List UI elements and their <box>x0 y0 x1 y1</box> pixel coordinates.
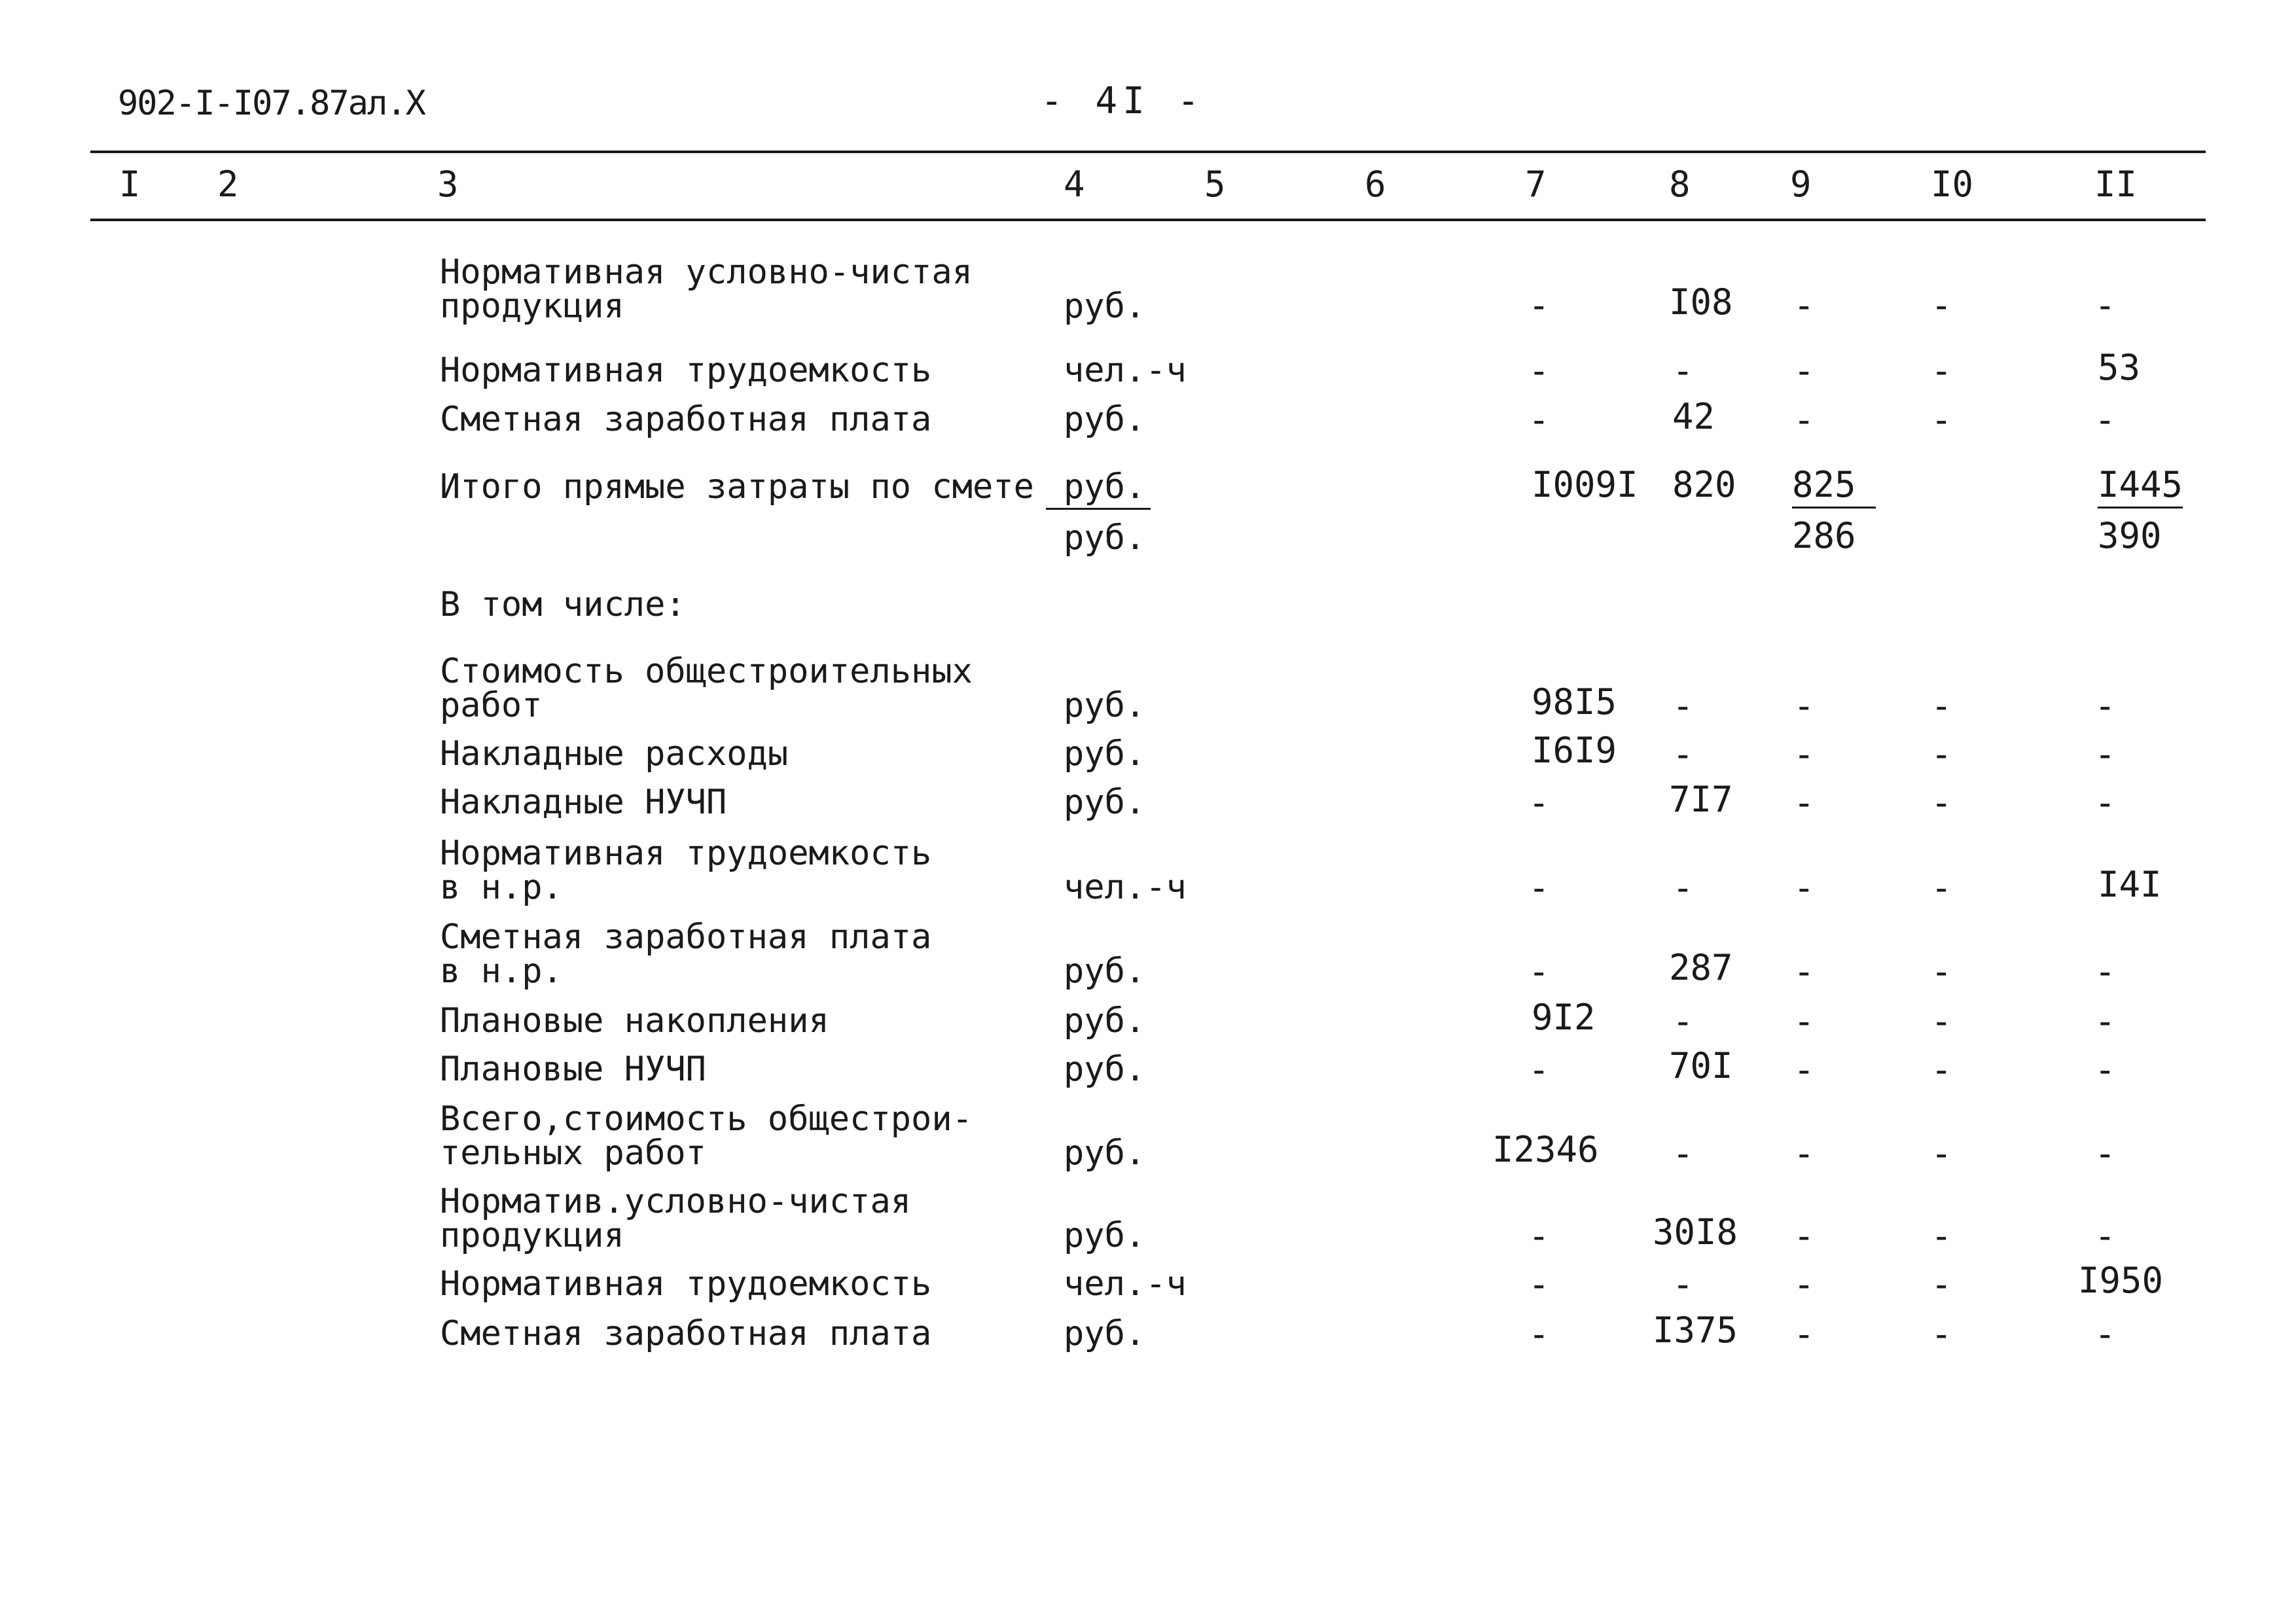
col8-cell: - <box>1672 1264 1694 1305</box>
col11-cell: - <box>2094 1133 2116 1174</box>
col11-cell: - <box>2094 1049 2116 1090</box>
col8-cell: I08 <box>1669 281 1733 323</box>
col11-cell: - <box>2094 782 2116 823</box>
col10-cell: - <box>1931 951 1952 992</box>
col11-cell: - <box>2094 734 2116 775</box>
col11-cell: - <box>2094 285 2116 326</box>
col7-cell: - <box>1528 782 1550 823</box>
col8-cell: 42 <box>1672 396 1715 437</box>
row-label: тельных работ <box>440 1133 706 1173</box>
col7-cell: I2346 <box>1492 1129 1599 1170</box>
col8-cell: - <box>1672 867 1694 908</box>
row-label: Стоимость общестроительных <box>440 652 973 691</box>
unit-cell: руб. <box>1064 952 1146 991</box>
col8-cell: - <box>1672 734 1694 775</box>
col8-cell: 287 <box>1669 947 1733 988</box>
col7-cell: - <box>1528 285 1550 326</box>
col9-cell: - <box>1793 867 1815 908</box>
col11-cell: - <box>2094 1313 2116 1355</box>
row-label: работ <box>440 686 543 725</box>
col8-cell: - <box>1672 685 1694 726</box>
col8-cell: 820 <box>1672 464 1736 505</box>
unit-cell: руб. <box>1046 470 1151 510</box>
col7-cell: 9I2 <box>1532 997 1596 1038</box>
row-label: В том числе: <box>440 585 686 624</box>
column-number: 7 <box>1525 164 1547 205</box>
col10-cell: - <box>1931 1133 1952 1174</box>
row-label: в н.р. <box>440 952 563 991</box>
col7-cell: - <box>1528 1313 1550 1355</box>
col8-cell: 30I8 <box>1653 1211 1738 1253</box>
row-label: Плановые НУЧП <box>440 1050 706 1089</box>
row-label: Сметная заработная плата <box>440 1314 932 1353</box>
col9-cell: - <box>1793 734 1815 775</box>
col10-cell: - <box>1931 1264 1952 1305</box>
page-number: - 4I - <box>1041 80 1205 122</box>
col8-cell: - <box>1672 1001 1694 1042</box>
col7-cell: - <box>1528 399 1550 440</box>
column-number: 4 <box>1064 164 1085 205</box>
row-label: Нормативная трудоемкость <box>440 834 932 873</box>
column-number: I0 <box>1931 164 1974 205</box>
col10-cell: - <box>1931 1215 1952 1257</box>
col7-cell: - <box>1528 951 1550 992</box>
col9-cell: - <box>1793 1001 1815 1042</box>
col10-cell: - <box>1931 399 1952 440</box>
col9-cell: - <box>1793 399 1815 440</box>
row-label: Накладные НУЧП <box>440 783 727 822</box>
col11-cell: I950 <box>2078 1260 2164 1301</box>
unit-cell: руб. <box>1064 1050 1146 1089</box>
col9-cell: - <box>1793 350 1815 391</box>
unit-cell: руб. <box>1064 1001 1146 1041</box>
col9-cell: 825 <box>1792 467 1876 508</box>
col9-cell: - <box>1793 285 1815 326</box>
col9-cell: - <box>1793 685 1815 726</box>
col7-cell: - <box>1528 1049 1550 1090</box>
col7-cell: - <box>1528 1215 1550 1257</box>
col11-cell: - <box>2094 685 2116 726</box>
unit-cell: чел.-ч <box>1064 351 1187 390</box>
col11-cell: - <box>2094 951 2116 992</box>
unit-cell: руб. <box>1064 1216 1146 1255</box>
row-label: продукция <box>440 1216 624 1255</box>
col11-cell: 53 <box>2098 347 2141 388</box>
table-header-rule <box>90 219 2206 221</box>
row-label: Накладные расходы <box>440 734 789 774</box>
row-label: Сметная заработная плата <box>440 400 932 439</box>
col11-cell: I445 <box>2098 467 2183 508</box>
col10-cell: - <box>1931 350 1952 391</box>
document-code: 902-I-I07.87ал.X <box>118 84 425 123</box>
col7-cell: - <box>1528 1264 1550 1305</box>
col7-cell: - <box>1528 350 1550 391</box>
row-label: Сметная заработная плата <box>440 918 932 957</box>
row-label: Нормативная трудоемкость <box>440 351 932 390</box>
column-number: 3 <box>437 164 459 205</box>
column-number: 2 <box>217 164 239 205</box>
col9-cell: - <box>1793 951 1815 992</box>
row-label: в н.р. <box>440 868 563 907</box>
column-number: II <box>2094 164 2138 205</box>
col9-cell: - <box>1793 782 1815 823</box>
col7-cell: I009I <box>1532 464 1638 505</box>
col10-cell: - <box>1931 1313 1952 1355</box>
col8-cell: 7I7 <box>1669 779 1733 820</box>
col10-cell: - <box>1931 1049 1952 1090</box>
col7-cell: - <box>1528 867 1550 908</box>
col7-cell: 98I5 <box>1532 681 1617 722</box>
unit-cell: чел.-ч <box>1064 1264 1187 1304</box>
unit-cell: руб. <box>1064 1314 1146 1353</box>
col7-cell: I6I9 <box>1532 730 1617 771</box>
col8-cell: 70I <box>1669 1045 1733 1086</box>
row-label: Всего,стоимость общестрои- <box>440 1099 973 1139</box>
row-label: продукция <box>440 287 624 326</box>
col10-cell: - <box>1931 734 1952 775</box>
col10-cell: - <box>1931 685 1952 726</box>
row-label: Нормативная условно-чистая <box>440 253 973 292</box>
column-number: I <box>119 164 141 205</box>
col11-cell: - <box>2094 1001 2116 1042</box>
unit-cell: руб. <box>1064 783 1146 822</box>
row-label: Плановые накопления <box>440 1001 829 1041</box>
col10-cell: - <box>1931 1001 1952 1042</box>
col11-cell: - <box>2094 1215 2116 1257</box>
unit-cell: руб. <box>1064 686 1146 725</box>
column-number: 8 <box>1669 164 1691 205</box>
unit-cell: руб. <box>1064 287 1146 326</box>
col8-cell: - <box>1672 1133 1694 1174</box>
col8-cell: - <box>1672 350 1694 391</box>
col9-cell: - <box>1793 1049 1815 1090</box>
row-label: Норматив.условно-чистая <box>440 1182 912 1221</box>
col11-cell: - <box>2094 399 2116 440</box>
col9-cell-denominator: 286 <box>1792 515 1856 556</box>
col10-cell: - <box>1931 782 1952 823</box>
table-top-rule <box>90 151 2206 153</box>
unit-cell: чел.-ч <box>1064 868 1187 907</box>
col10-cell: - <box>1931 867 1952 908</box>
unit-cell: руб. <box>1064 1133 1146 1173</box>
col9-cell: - <box>1793 1264 1815 1305</box>
col9-cell: - <box>1793 1313 1815 1355</box>
unit-cell-denominator: руб. <box>1064 518 1146 558</box>
col9-cell: - <box>1793 1133 1815 1174</box>
col11-cell-denominator: 390 <box>2098 515 2162 556</box>
unit-cell: руб. <box>1064 400 1146 439</box>
column-number: 9 <box>1790 164 1812 205</box>
column-number: 5 <box>1204 164 1226 205</box>
col8-cell: I375 <box>1653 1310 1738 1351</box>
column-number: 6 <box>1365 164 1386 205</box>
row-label: Нормативная трудоемкость <box>440 1264 932 1304</box>
col11-cell: I4I <box>2098 864 2162 905</box>
col10-cell: - <box>1931 285 1952 326</box>
unit-cell: руб. <box>1064 734 1146 774</box>
col9-cell: - <box>1793 1215 1815 1257</box>
row-label: Итого прямые затраты по смете <box>440 467 1034 507</box>
